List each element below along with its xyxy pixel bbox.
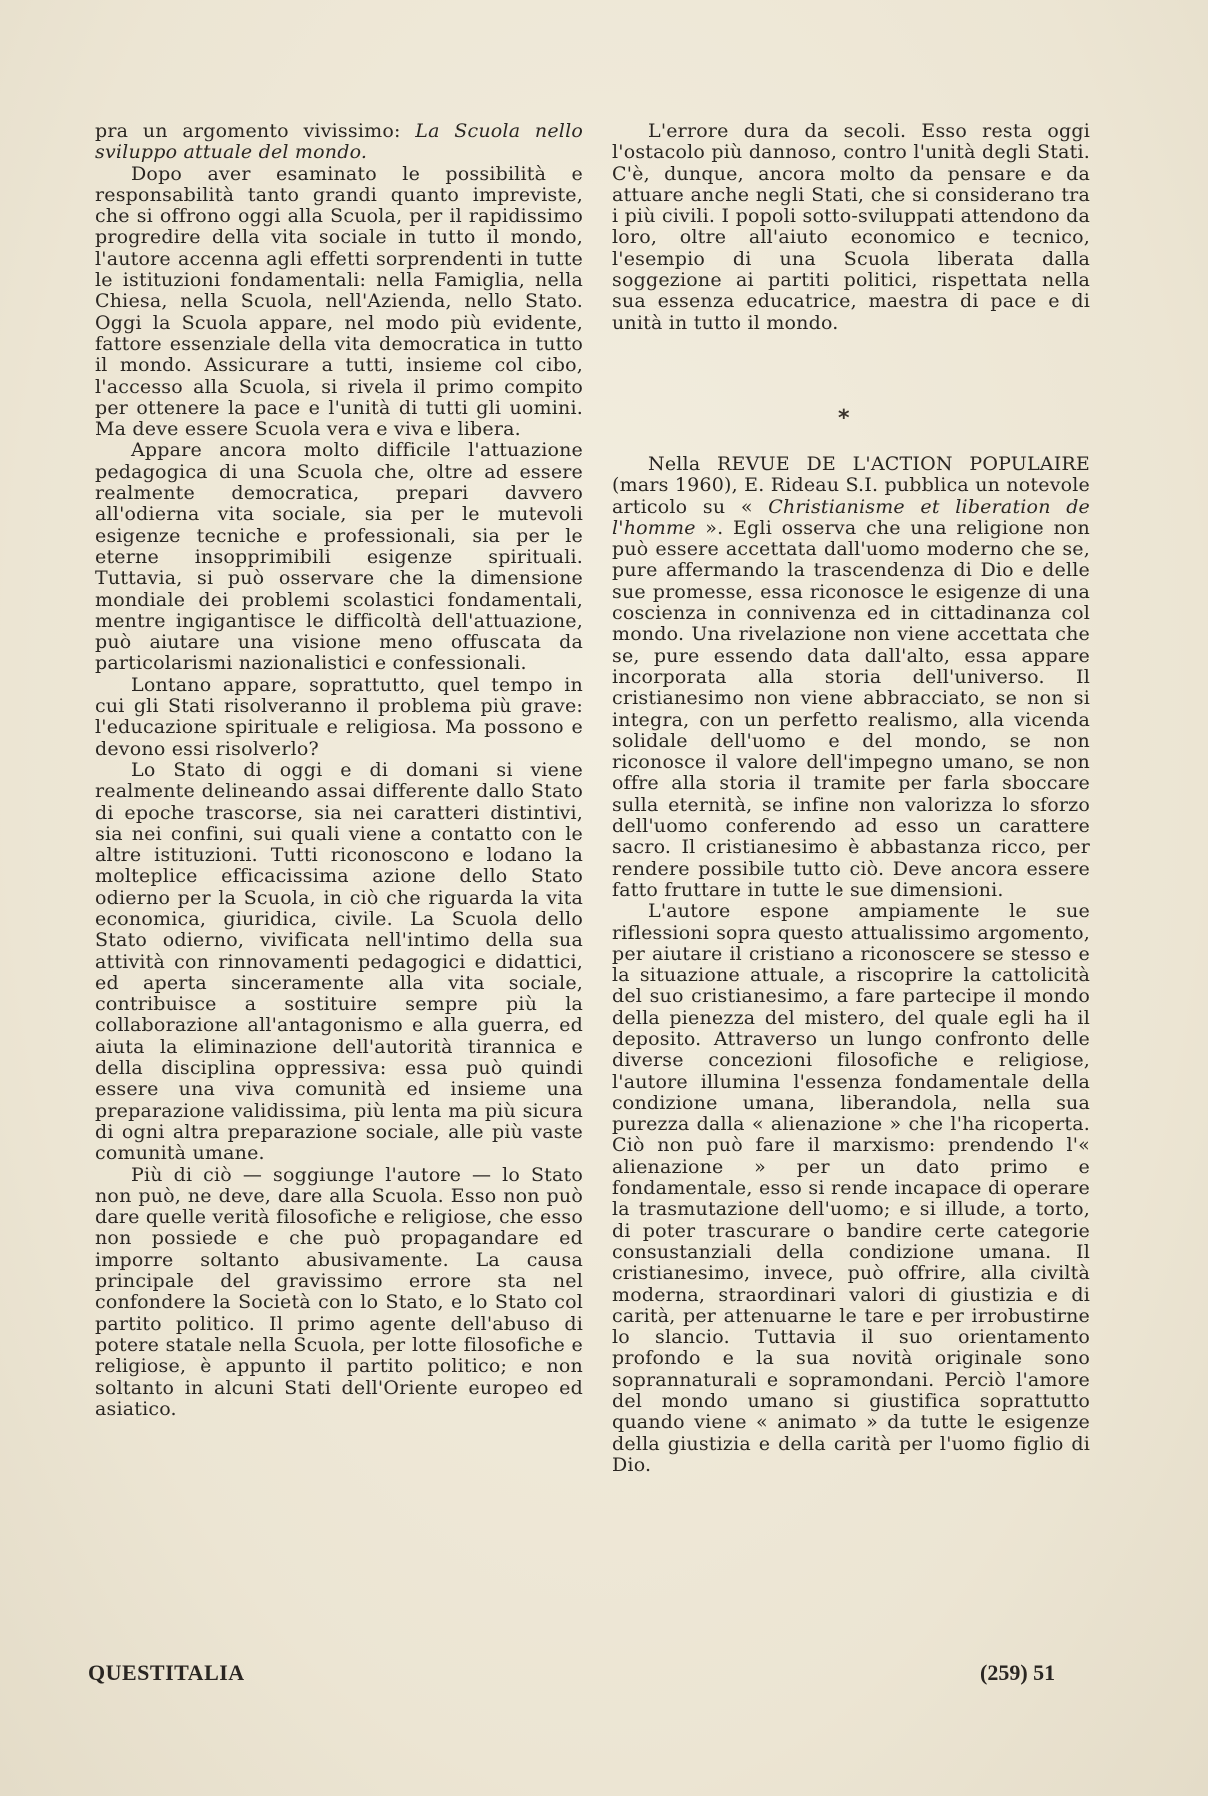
separator-spacer: [612, 334, 1090, 454]
body-paragraph: Dopo aver esaminato le possibilità e responsabilità tanto grandi quanto impreviste, che si offrono oggi alla Scuola, per il rapidissimo progredire della vita sociale in tutto il mondo, l'autore accenna agli effetti sorprendenti in tutte le istituzioni fondamentali: nella Famiglia, nella Chiesa, nella Scuola, nell'Azienda, nello Stato. Oggi la Scuola appare, nel modo più evidente, fattore essenziale della vita democratica in tutto il mondo. Assicurare a tutti, insieme col cibo, l'accesso alla Scuola, si rivela il primo compito per ottenere la pace e l'unità di tutti gli uomini. Ma deve essere Scuola vera e viva e libera.: [95, 162, 583, 441]
page-number: (259) 51: [980, 1660, 1056, 1685]
body-paragraph: L'autore espone ampiamente le sue riflessioni sopra questo attualissimo argomento, per aiutare il cristiano a riconoscere se stesso e la situazione attuale, a riscoprire la cattolicità del suo cristianesimo, a fare partecipe il mondo della pienezza del mistero, del quale egli ha il deposito. Attraverso un lungo confronto delle diverse concezioni filosofiche e religiose, l'autore illumina l'essenza fondamentale della condizione umana, liberandola, nella sua purezza dalla « alienazione » che l'ha ricoperta. Ciò non può fare il marxismo: prendendo l'« alienazione » per un dato primo e fondamentale, esso si rende incapace di operare la trasmutazione dell'uomo; e si illude, a torto, di poter trascurare o bandire certe categorie consustanziali della condizione umana. Il cristianesimo, invece, può offrire, alla civiltà moderna, straordinari valori di giustizia e di carità, per attenuarne le tare e per irrobustirne lo slancio. Tuttavia il suo orientamento profondo e la sua novità originale sono soprannaturali e sopramondani. Perciò l'amore del mondo umano si giustifica soprattutto quando viene « animato » da tutte le esigenze della giustizia e della carità per l'uomo figlio di Dio.: [612, 900, 1090, 1476]
review-article-title: Christianisme et liberation de l'homme: [612, 495, 1090, 539]
review-text: ». Egli osserva che una religione non può essere accettata dall'uomo moderno che se, pure affermando la trascendenza di Dio e delle sue promesse, essa riconosce le esigenze di una coscienza in connivenza ed in cittadinanza col mondo. Una rivelazione non viene accettata che se, pure essendo data dall'alto, essa appare incorporata alla storia dell'universo. Il cristianesimo non viene abbracciato, se non si integra, con un perfetto realismo, alla vicenda solidale dell'uomo e del mondo, se non riconosce il valore dell'impegno umano, se non offre alla storia il tramite per farla sboccare sulla eternità, se infine non valorizza lo sforzo dell'uomo conferendo ad esso un carattere sacro. Il cristianesimo è abbastanza ricco, per rendere possibile tutto ciò. Deve ancora essere fatto fruttare in tutte le sue dimensioni.: [612, 516, 1090, 901]
body-paragraph: Appare ancora molto difficile l'attuazione pedagogica di una Scuola che, oltre ad essere realmente democratica, prepari davvero all'odierna vita sociale, sia per le mutevoli esigenze tecniche e professionali, sia per le eterne insopprimibili esigenze spirituali. Tuttavia, si può osservare che la dimensione mondiale dei problemi scolastici fondamentali, mentre ingigantisce le difficoltà dell'attuazione, può aiutare una visione meno offuscata da particolarismi nazionalistici e confessionali.: [95, 439, 583, 675]
body-paragraph: Lo Stato di oggi e di domani si viene realmente delineando assai differente dallo Stato di epoche trascorse, sia nei caratteri distintivi, sia nei confini, sui quali viene a contatto con le altre istituzioni. Tutti riconoscono e lodano la molteplice efficacissima azione dello Stato odierno per la Scuola, in ciò che riguarda la vita economica, giuridica, civile. La Scuola dello Stato odierno, vivificata nell'intimo della sua attività con rinnovamenti pedagogici e didattici, ed aperta sinceramente alla vita sociale, contribuisce a sostituire sempre più la collaborazione all'antagonismo e alla guerra, ed aiuta la eliminazione dell'autorità tirannica e della disciplina oppressiva: essa può quindi essere una viva comunità ed insieme una preparazione validissima, più lenta ma più sicura di ogni altra preparazione sociale, alle più vaste comunità umane.: [95, 758, 583, 1165]
intro-article-title: La Scuola nello sviluppo attuale del mondo.: [95, 120, 583, 164]
intro-paragraph: [95, 121, 583, 164]
publication-name: QUESTITALIA: [88, 1660, 245, 1685]
body-paragraph: Lontano appare, soprattutto, quel tempo in cui gli Stati risolveranno il problema più grave: l'educazione spirituale e religiosa. Ma possono e devono essi risolverlo?: [95, 673, 583, 760]
body-paragraph: Più di ciò — soggiunge l'autore — lo Stato non può, ne deve, dare alla Scuola. Esso non può dare quelle verità filosofiche e religiose, che esso non possiede e che può propagandare ed imporre soltanto abusivamente. La causa principale del gravissimo errore sta nel confondere la Società con lo Stato, e lo Stato col partito politico. Il primo agente dell'abuso di potere statale nella Scuola, per lotte filosofiche e religiose, è appunto il partito politico; e non soltanto in alcuni Stati dell'Oriente europeo ed asiatico.: [95, 1163, 583, 1420]
section-separator: *: [838, 406, 850, 431]
review-paragraph: [612, 454, 1090, 901]
right-column: [612, 121, 1090, 1476]
body-paragraph: L'errore dura da secoli. Esso resta oggi l'ostacolo più dannoso, contro l'unità degli Stati. C'è, dunque, ancora molto da pensare e da attuare anche negli Stati, che si considerano tra i più civili. I popoli sotto-sviluppati attendono da loro, oltre all'aiuto economico e tecnico, l'esempio di una Scuola liberata dalla soggezione ai partiti politici, rispettata nella sua essenza educatrice, maestra di pace e di unità in tutto il mondo.: [612, 120, 1090, 334]
intro-text: pra un argomento vivissimo:: [95, 120, 416, 142]
review-intro: Nella REVUE DE L'ACTION POPULAIRE (mars 1960), E. Rideau S.I. pubblica un notevole articolo su «: [612, 452, 1090, 518]
left-column: [95, 121, 583, 1420]
